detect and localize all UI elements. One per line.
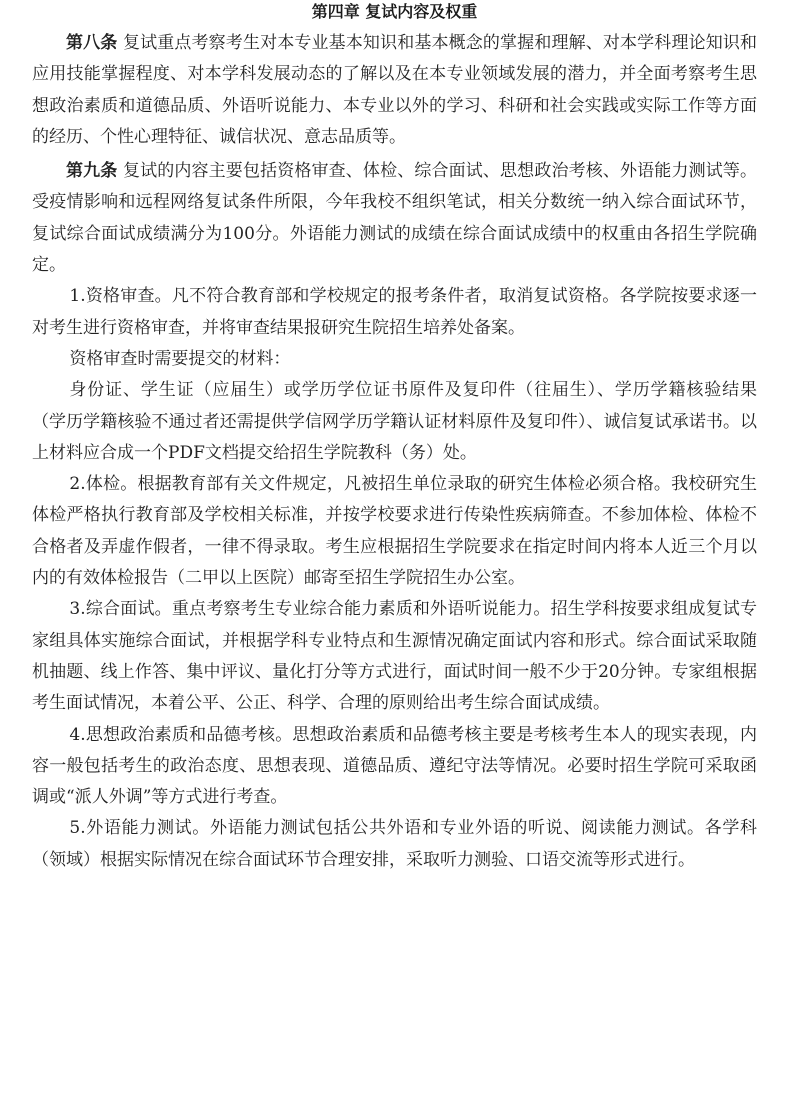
item-comprehensive-interview: 3.综合面试。重点考察考生专业综合能力素质和外语听说能力。招生学科按要求组成复试专家组具体实施综合面试，并根据学科专业特点和生源情况确定面试内容和形式。综合面试采取随机抽题、线上作答、集中评议、量化打分等方式进行，面试时间一般不少于20分钟。专家组根据考生面试情况，本着公平、公正、科学、合理的原则给出考生综合面试成绩。	[32, 599, 757, 714]
item-foreign-language-test: 5.外语能力测试。外语能力测试包括公共外语和专业外语的听说、阅读能力测试。各学科（领域）根据实际情况在综合面试环节合理安排，采取听力测验、口语交流等形式进行。	[32, 818, 757, 870]
article-8-text: 复试重点考察考生对本专业基本知识和基本概念的掌握和理解、对本学科理论知识和应用技能掌握程度、对本学科发展动态的了解以及在本专业领域发展的潜力，并全面考察考生思想政治素质和道德品质、外语听说能力、本专业以外的学习、科研和社会实践或实际工作等方面的经历、个性心理特征、诚信状况、意志品质等。	[32, 33, 758, 147]
article-9-paragraph	[32, 156, 757, 281]
article-8-number: 第八条	[66, 33, 118, 53]
item-required-materials-label: 资格审查时需要提交的材料：	[69, 348, 291, 369]
item-required-materials-list: 身份证、学生证（应届生）或学历学位证书原件及复印件（往届生）、学历学籍核验结果（学历学籍核验不通过者还需提供学信网学历学籍认证材料原件及复印件）、诚信复试承诺书。以上材料应合成一个PDF文档提交给招生学院教科（务）处。	[32, 380, 757, 463]
item-qualification-review: 1.资格审查。凡不符合教育部和学校规定的报考条件者，取消复试资格。各学院按要求逐一对考生进行资格审查，并将审查结果报研究生院招生培养处备案。	[32, 286, 757, 338]
item-physical-exam: 2.体检。根据教育部有关文件规定，凡被招生单位录取的研究生体检必须合格。我校研究生体检严格执行教育部及学校相关标准，并按学校要求进行传染性疾病筛查。不参加体检、体检不合格者及弄虚作假者，一律不得录取。考生应根据招生学院要求在指定时间内将本人近三个月以内的有效体检报告（二甲以上医院）邮寄至招生学院招生办公室。	[32, 474, 757, 589]
article-9-number: 第九条	[66, 161, 118, 182]
item-political-assessment: 4.思想政治素质和品德考核。思想政治素质和品德考核主要是考核考生本人的现实表现，内容一般包括考生的政治态度、思想表现、道德品质、遵纪守法等情况。必要时招生学院可采取函调或“派人外调”等方式进行考查。	[32, 724, 757, 808]
chapter-title: 第四章 复试内容及权重	[311, 2, 478, 21]
article-9-text: 复试的内容主要包括资格审查、体检、综合面试、思想政治考核、外语能力测试等。受疫情影响和远程网络复试条件所限，今年我校不组织笔试，相关分数统一纳入综合面试环节，复试综合面试成绩满分为100分。外语能力测试的成绩在综合面试成绩中的权重由各招生学院确定。	[32, 161, 758, 276]
article-8-paragraph	[32, 28, 757, 153]
